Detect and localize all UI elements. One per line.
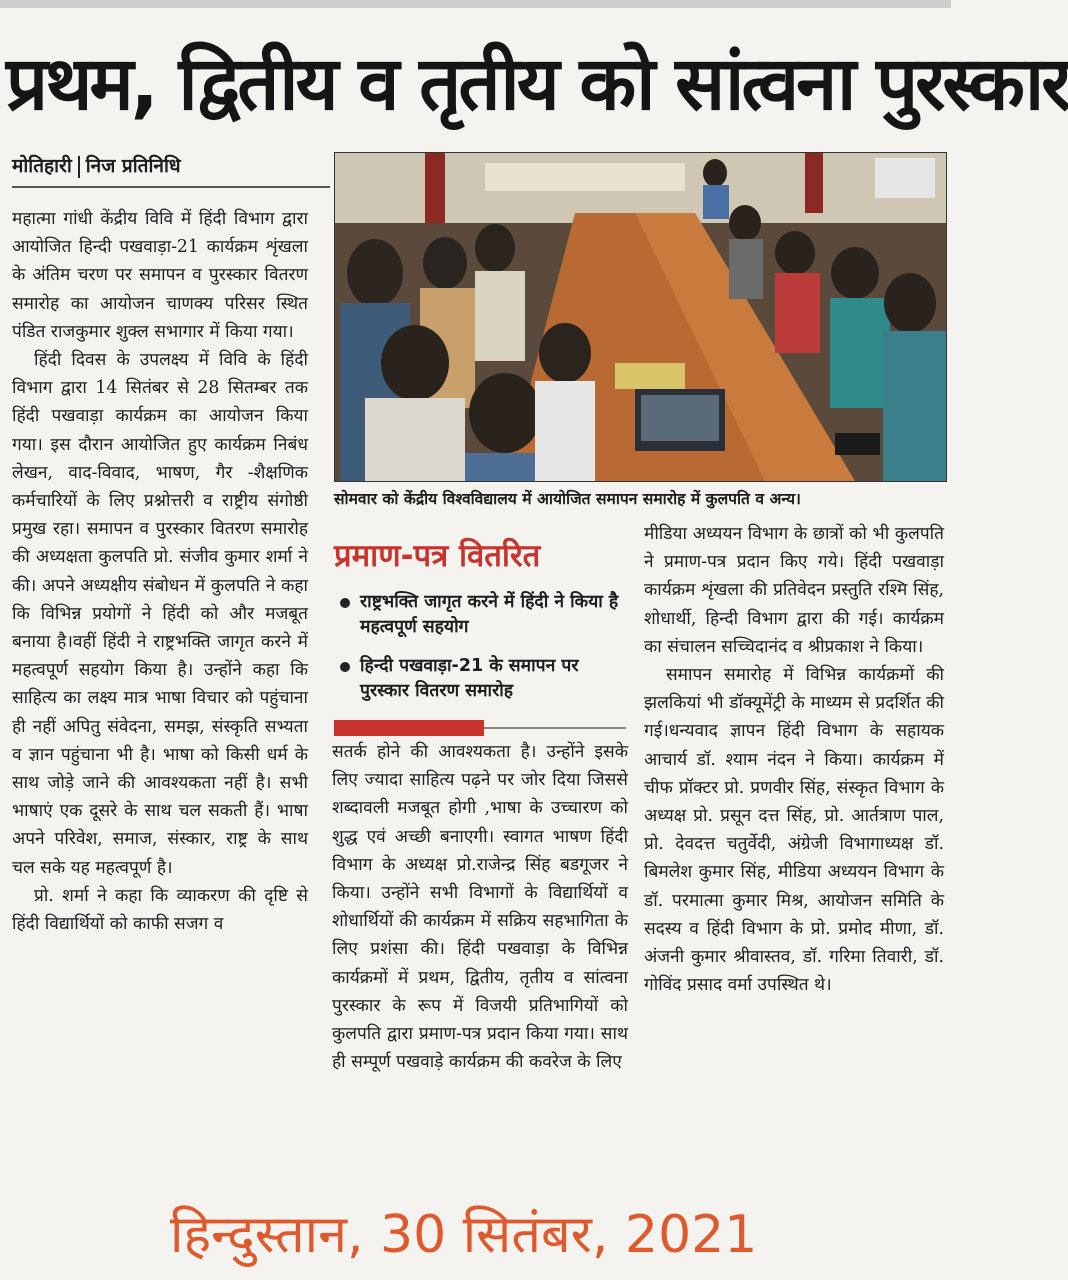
- article-column-1: [12, 205, 308, 1205]
- highlights-title: प्रमाण-पत्र वितरित: [334, 538, 541, 574]
- source-date-footer: हिन्दुस्तान, 30 सितंबर, 2021: [170, 1205, 758, 1265]
- highlight-bullet: राष्ट्रभक्ति जागृत करने में हिंदी ने किया है महत्वपूर्ण सहयोग: [336, 590, 626, 640]
- byline-separator: [78, 156, 80, 178]
- article-paragraph: मीडिया अध्ययन विभाग के छात्रों को भी कुलपति ने प्रमाण-पत्र प्रदान किए गये। हिंदी पखवाड़ा कार्यक्रम शृंखला की प्रतिवेदन प्रस्तुति रश्मि सिंह, शोधार्थी, हिन्दी विभाग द्वारा की गई। कार्यक्रम का संचालन सच्चिदानंद व श्रीप्रकाश ने किया।: [644, 524, 944, 657]
- article-column-3: [644, 520, 944, 1210]
- byline-rule: [12, 186, 330, 188]
- top-edge: [0, 0, 951, 8]
- byline: [12, 150, 332, 182]
- article-paragraph: महात्मा गांधी केंद्रीय विवि में हिंदी विभाग द्वारा आयोजित हिन्दी पखवाड़ा-21 कार्यक्रम शृंखला के अंतिम चरण पर समापन व पुरस्कार वितरण समारोह का आयोजन चाणक्य परिसर स्थित पंडित राजकुमार शुक्ल सभागार में किया गया।: [12, 209, 308, 342]
- article-paragraph: प्रो. शर्मा ने कहा कि व्याकरण की दृष्टि से हिंदी विद्यार्थियों को काफी सजग व: [12, 885, 308, 935]
- section-rule: [484, 727, 626, 729]
- byline-place: मोतिहारी: [12, 155, 72, 177]
- headline: प्रथम, द्वितीय व तृतीय को सांत्वना पुरस्कार: [6, 41, 1068, 127]
- event-photo-illustration: [335, 153, 946, 481]
- article-paragraph: हिंदी दिवस के उपलक्ष्य में विवि के हिंदी विभाग द्वारा 14 सितंबर से 28 सितम्बर तक हिंदी पखवाड़ा कार्यक्रम का आयोजन किया गया। इस दौरान आयोजित हुए कार्यक्रम निबंध लेखन, वाद-विवाद, भाषण, गैर -शैक्षणिक कर्मचारियों के लिए प्रश्नोत्तरी व राष्ट्रीय संगोष्ठी प्रमुख रहा। समापन व पुरस्कार वितरण समारोह की अध्यक्षता कुलपति प्रो. संजीव कुमार शर्मा ने की। अपने अध्यक्षीय संबोधन में कुलपति ने कहा कि विभिन्न प्रयोगों ने हिंदी को और मजबूत बनाया है।वहीं हिंदी ने राष्ट्रभक्ति जागृत करने में महत्वपूर्ण सहयोग किया है। उन्होंने कहा कि साहित्य का लक्ष्य मात्र भाषा विचार को पहुंचाना ही नहीं अपितु संवेदना, समझ, संस्कृति सभ्यता व ज्ञान पहुंचाना भी है। भाषा को किसी धर्म के साथ जोड़े जाने की आवश्यकता नहीं है। सभी भाषाएं एक दूसरे के साथ चल सकती हैं। भाषा अपने परिवेश, समाज, संस्कार, राष्ट्र के साथ चल सके यह महत्वपूर्ण है।: [12, 350, 308, 878]
- article-column-2: [332, 738, 628, 1208]
- photo-caption: सोमवार को केंद्रीय विश्वविद्यालय में आयोजित समापन समारोह में कुलपति व अन्य।: [334, 490, 801, 508]
- section-rule-accent: [334, 720, 484, 736]
- byline-reporter: निज प्रतिनिधि: [85, 155, 181, 177]
- article-paragraph: समापन समारोह में विभिन्न कार्यक्रमों की झलकियां भी डॉक्यूमेंट्री के माध्यम से प्रदर्शित की गई।धन्यवाद ज्ञापन हिंदी विभाग के सहायक आचार्य डॉ. श्याम नंदन ने किया। कार्यक्रम में चीफ प्रॉक्टर प्रो. प्रणवीर सिंह, संस्कृत विभाग के अध्यक्ष प्रो. प्रसून दत्त सिंह, प्रो. आर्तत्राण पाल, प्रो. देवदत्त चतुर्वेदी, अंग्रेजी विभागाध्यक्ष डॉ. बिमलेश कुमार सिंह, मीडिया अध्ययन विभाग के डॉ. परमात्मा कुमार मिश्र, आयोजन समिति के सदस्य व हिंदी विभाग के प्रो. प्रमोद मीणा, डॉ. अंजनी कुमार श्रीवास्तव, डॉ. गरिमा तिवारी, डॉ. गोविंद प्रसाद वर्मा उपस्थित थे।: [644, 665, 944, 996]
- article-paragraph: सतर्क होने की आवश्यकता है। उन्होंने इसके लिए ज्यादा साहित्य पढ़ने पर जोर दिया जिससे शब्दावली मजबूत होगी ,भाषा के उच्चारण को शुद्ध एवं अच्छी बनाएगी। स्वागत भाषण हिंदी विभाग के अध्यक्ष प्रो.राजेन्द्र सिंह बडगूजर ने किया। उन्होंने सभी विभागों के विद्यार्थियों व शोधार्थियों की कार्यक्रम में सक्रिय सहभागिता के लिए प्रशंसा की। हिंदी पखवाड़ा के विभिन्न कार्यक्रमों में प्रथम, द्वितीय, तृतीय व सांत्वना पुरस्कार के रूप में विजयी प्रतिभागियों को कुलपति द्वारा प्रमाण-पत्र प्रदान किया गया। साथ ही सम्पूर्ण पखवाड़े कार्यक्रम की कवरेज के लिए: [332, 742, 628, 1073]
- highlights-list: [336, 590, 626, 720]
- event-photo: [334, 152, 947, 482]
- highlight-bullet: हिन्दी पखवाड़ा-21 के समापन पर पुरस्कार वितरण समारोह: [336, 654, 626, 704]
